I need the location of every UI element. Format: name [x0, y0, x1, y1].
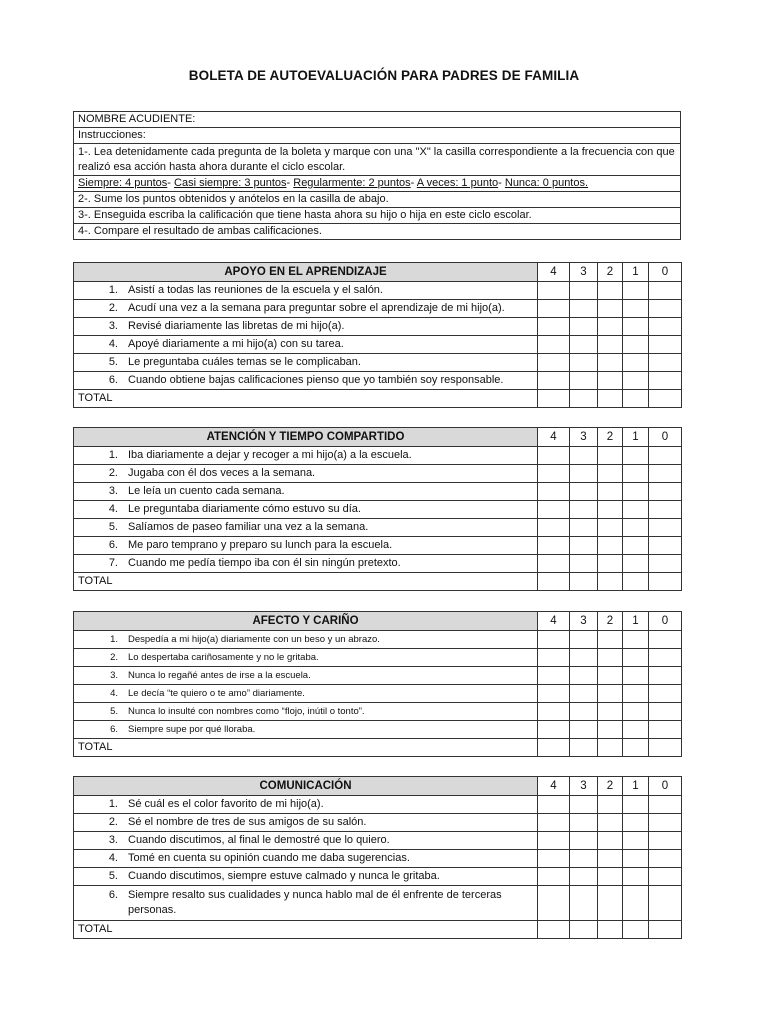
- question-row: [74, 501, 682, 519]
- instructions-label: Instrucciones:: [74, 128, 681, 144]
- score-checkbox-cell[interactable]: [598, 796, 623, 814]
- total-score-cell[interactable]: [598, 739, 623, 757]
- total-score-cell[interactable]: [649, 390, 682, 408]
- question-text: Le preguntaba diariamente cómo estuvo su día.: [128, 503, 361, 515]
- score-checkbox-cell[interactable]: [623, 850, 649, 868]
- total-row: [74, 390, 682, 408]
- question-text: Siempre resalto sus cualidades y nunca hablo mal de él enfrente de terceras personas.: [128, 889, 502, 916]
- question-number: 1.: [108, 449, 118, 461]
- question-number: 6.: [108, 539, 118, 551]
- question-number: 2.: [110, 652, 118, 663]
- score-header: 3: [570, 263, 598, 282]
- question-number: 4.: [108, 852, 118, 864]
- question-cell: [74, 447, 538, 465]
- score-checkbox-cell[interactable]: [598, 721, 623, 739]
- score-checkbox-cell[interactable]: [598, 685, 623, 703]
- question-number: 3.: [108, 320, 118, 332]
- score-checkbox-cell[interactable]: [649, 667, 682, 685]
- total-label: TOTAL: [74, 573, 538, 591]
- question-cell: [74, 850, 538, 868]
- question-number: 6.: [110, 724, 118, 735]
- score-checkbox-cell[interactable]: [570, 336, 598, 354]
- score-header: 0: [649, 777, 682, 796]
- question-text: Nunca lo insulté con nombres como “flojo, inútil o tonto”.: [128, 706, 365, 717]
- question-cell: [74, 483, 538, 501]
- question-number: 5.: [110, 706, 118, 717]
- question-cell: [74, 721, 538, 739]
- total-row: [74, 739, 682, 757]
- question-cell: [74, 354, 538, 372]
- score-checkbox-cell[interactable]: [598, 483, 623, 501]
- total-score-cell[interactable]: [649, 573, 682, 591]
- question-row: [74, 649, 682, 667]
- question-text: Iba diariamente a dejar y recoger a mi hijo(a) a la escuela.: [128, 449, 412, 461]
- question-text: Nunca lo regañé antes de irse a la escuela.: [128, 670, 311, 681]
- question-text: Asistí a todas las reuniones de la escuela y el salón.: [128, 284, 383, 296]
- question-number: 4.: [108, 503, 118, 515]
- score-checkbox-cell[interactable]: [649, 703, 682, 721]
- question-row: [74, 631, 682, 649]
- score-checkbox-cell[interactable]: [538, 465, 570, 483]
- total-score-cell[interactable]: [623, 921, 649, 939]
- score-checkbox-cell[interactable]: [570, 631, 598, 649]
- score-checkbox-cell[interactable]: [649, 282, 682, 300]
- question-row: [74, 447, 682, 465]
- total-score-cell[interactable]: [538, 390, 570, 408]
- question-row: [74, 850, 682, 868]
- total-label: TOTAL: [74, 390, 538, 408]
- score-checkbox-cell[interactable]: [538, 685, 570, 703]
- total-score-cell[interactable]: [570, 573, 598, 591]
- total-score-cell[interactable]: [598, 573, 623, 591]
- score-checkbox-cell[interactable]: [570, 483, 598, 501]
- score-checkbox-cell[interactable]: [598, 372, 623, 390]
- question-text: Jugaba con él dos veces a la semana.: [128, 467, 316, 479]
- score-checkbox-cell[interactable]: [538, 354, 570, 372]
- score-checkbox-cell[interactable]: [598, 354, 623, 372]
- question-text: Me paro temprano y preparo su lunch para la escuela.: [128, 539, 393, 551]
- score-header: 2: [598, 777, 623, 796]
- score-checkbox-cell[interactable]: [623, 667, 649, 685]
- total-score-cell[interactable]: [570, 739, 598, 757]
- score-checkbox-cell[interactable]: [570, 832, 598, 850]
- question-number: 6.: [108, 374, 118, 386]
- score-checkbox-cell[interactable]: [570, 868, 598, 886]
- score-checkbox-cell[interactable]: [649, 685, 682, 703]
- score-checkbox-cell[interactable]: [649, 483, 682, 501]
- question-cell: [74, 667, 538, 685]
- total-score-cell[interactable]: [598, 390, 623, 408]
- score-checkbox-cell[interactable]: [598, 282, 623, 300]
- score-checkbox-cell[interactable]: [623, 796, 649, 814]
- question-text: Apoyé diariamente a mi hijo(a) con su tarea.: [128, 338, 344, 350]
- score-checkbox-cell[interactable]: [623, 703, 649, 721]
- score-checkbox-cell[interactable]: [598, 631, 623, 649]
- question-text: Sé el nombre de tres de sus amigos de su salón.: [128, 816, 367, 828]
- question-cell: [74, 372, 538, 390]
- score-checkbox-cell[interactable]: [570, 300, 598, 318]
- score-checkbox-cell[interactable]: [570, 886, 598, 921]
- question-cell: [74, 703, 538, 721]
- question-text: Sé cuál es el color favorito de mi hijo(a).: [128, 798, 324, 810]
- score-checkbox-cell[interactable]: [598, 300, 623, 318]
- scale-always: Siempre: 4 puntos: [78, 177, 168, 189]
- score-checkbox-cell[interactable]: [538, 282, 570, 300]
- section-table: [73, 611, 682, 757]
- score-checkbox-cell[interactable]: [570, 519, 598, 537]
- score-checkbox-cell[interactable]: [649, 721, 682, 739]
- section-title: COMUNICACIÓN: [74, 777, 538, 796]
- document-title: BOLETA DE AUTOEVALUACIÓN PARA PADRES DE FAMILIA: [188, 68, 580, 83]
- score-checkbox-cell[interactable]: [570, 465, 598, 483]
- score-header: 3: [570, 612, 598, 631]
- score-checkbox-cell[interactable]: [538, 336, 570, 354]
- score-checkbox-cell[interactable]: [649, 501, 682, 519]
- total-row: [74, 921, 682, 939]
- guardian-name-field[interactable]: NOMBRE ACUDIENTE:: [74, 112, 681, 128]
- score-checkbox-cell[interactable]: [538, 814, 570, 832]
- score-checkbox-cell[interactable]: [649, 300, 682, 318]
- score-checkbox-cell[interactable]: [649, 447, 682, 465]
- score-checkbox-cell[interactable]: [570, 703, 598, 721]
- score-checkbox-cell[interactable]: [649, 537, 682, 555]
- question-cell: [74, 318, 538, 336]
- score-checkbox-cell[interactable]: [538, 519, 570, 537]
- question-row: [74, 721, 682, 739]
- score-header: 4: [538, 612, 570, 631]
- score-checkbox-cell[interactable]: [623, 447, 649, 465]
- score-checkbox-cell[interactable]: [538, 501, 570, 519]
- score-checkbox-cell[interactable]: [598, 868, 623, 886]
- question-text: Salíamos de paseo familiar una vez a la semana.: [128, 521, 369, 533]
- question-cell: [74, 519, 538, 537]
- score-checkbox-cell[interactable]: [598, 832, 623, 850]
- scale-sometimes: A veces: 1 punto: [416, 177, 499, 189]
- score-header: 0: [649, 263, 682, 282]
- question-text: Acudí una vez a la semana para preguntar sobre el aprendizaje de mi hijo(a).: [128, 302, 505, 314]
- question-number: 3.: [110, 670, 118, 681]
- score-checkbox-cell[interactable]: [538, 649, 570, 667]
- question-row: [74, 282, 682, 300]
- question-cell: [74, 796, 538, 814]
- score-checkbox-cell[interactable]: [623, 501, 649, 519]
- question-row: [74, 703, 682, 721]
- score-checkbox-cell[interactable]: [538, 886, 570, 921]
- score-checkbox-cell[interactable]: [649, 886, 682, 921]
- section-title: AFECTO Y CARIÑO: [74, 612, 538, 631]
- question-row: [74, 667, 682, 685]
- score-header: 4: [538, 428, 570, 447]
- question-number: 2.: [108, 467, 118, 479]
- score-checkbox-cell[interactable]: [538, 667, 570, 685]
- question-cell: [74, 832, 538, 850]
- score-checkbox-cell[interactable]: [649, 850, 682, 868]
- total-row: [74, 573, 682, 591]
- total-score-cell[interactable]: [570, 921, 598, 939]
- question-text: Revisé diariamente las libretas de mi hijo(a).: [128, 320, 345, 332]
- total-score-cell[interactable]: [623, 390, 649, 408]
- total-score-cell[interactable]: [570, 390, 598, 408]
- score-header: 3: [570, 777, 598, 796]
- scale-almost-always: Casi siempre: 3 puntos: [174, 177, 287, 189]
- question-row: [74, 796, 682, 814]
- question-row: [74, 483, 682, 501]
- score-header: 2: [598, 263, 623, 282]
- score-checkbox-cell[interactable]: [598, 703, 623, 721]
- question-cell: [74, 537, 538, 555]
- score-checkbox-cell[interactable]: [598, 465, 623, 483]
- question-row: [74, 685, 682, 703]
- score-checkbox-cell[interactable]: [538, 703, 570, 721]
- score-header: 3: [570, 428, 598, 447]
- question-row: [74, 300, 682, 318]
- question-cell: [74, 649, 538, 667]
- instruction-step-1: 1-. Lea detenidamente cada pregunta de la boleta y marque con una "X" la casilla correspondiente a la frecuencia con que realizó esa acción hasta ahora durante el ciclo escolar.: [74, 144, 681, 176]
- score-checkbox-cell[interactable]: [538, 868, 570, 886]
- score-checkbox-cell[interactable]: [623, 336, 649, 354]
- section-title: APOYO EN EL APRENDIZAJE: [74, 263, 538, 282]
- score-checkbox-cell[interactable]: [623, 519, 649, 537]
- scale-never: Nunca: 0 puntos.: [504, 177, 589, 189]
- question-number: 5.: [108, 356, 118, 368]
- score-header: 1: [623, 428, 649, 447]
- question-cell: [74, 282, 538, 300]
- question-row: [74, 354, 682, 372]
- score-checkbox-cell[interactable]: [649, 354, 682, 372]
- question-number: 5.: [108, 870, 118, 882]
- question-text: Despedía a mi hijo(a) diariamente con un beso y un abrazo.: [128, 634, 380, 645]
- score-checkbox-cell[interactable]: [598, 850, 623, 868]
- question-number: 4.: [110, 688, 118, 699]
- score-checkbox-cell[interactable]: [623, 483, 649, 501]
- scoring-scale: Siempre: 4 puntos- Casi siempre: 3 puntos- Regularmente: 2 puntos- A veces: 1 punto- Nunca: 0 puntos.: [74, 176, 681, 192]
- score-header: 1: [623, 263, 649, 282]
- score-checkbox-cell[interactable]: [570, 537, 598, 555]
- score-checkbox-cell[interactable]: [598, 555, 623, 573]
- score-checkbox-cell[interactable]: [649, 814, 682, 832]
- score-checkbox-cell[interactable]: [623, 354, 649, 372]
- total-score-cell[interactable]: [649, 739, 682, 757]
- question-row: [74, 336, 682, 354]
- total-label: TOTAL: [74, 921, 538, 939]
- score-checkbox-cell[interactable]: [598, 318, 623, 336]
- score-checkbox-cell[interactable]: [598, 649, 623, 667]
- score-checkbox-cell[interactable]: [598, 336, 623, 354]
- score-checkbox-cell[interactable]: [538, 721, 570, 739]
- score-checkbox-cell[interactable]: [570, 555, 598, 573]
- question-text: Siempre supe por qué lloraba.: [128, 724, 256, 735]
- score-checkbox-cell[interactable]: [623, 372, 649, 390]
- question-text: Cuando discutimos, al final le demostré que lo quiero.: [128, 834, 390, 846]
- question-number: 1.: [110, 634, 118, 645]
- score-checkbox-cell[interactable]: [570, 850, 598, 868]
- question-row: [74, 814, 682, 832]
- score-header: 0: [649, 428, 682, 447]
- score-checkbox-cell[interactable]: [649, 336, 682, 354]
- score-checkbox-cell[interactable]: [570, 649, 598, 667]
- score-checkbox-cell[interactable]: [623, 649, 649, 667]
- score-checkbox-cell[interactable]: [538, 555, 570, 573]
- instruction-step-2: 2-. Sume los puntos obtenidos y anótelos en la casilla de abajo.: [74, 192, 681, 208]
- score-checkbox-cell[interactable]: [538, 372, 570, 390]
- question-number: 4.: [108, 338, 118, 350]
- score-checkbox-cell[interactable]: [649, 796, 682, 814]
- question-cell: [74, 555, 538, 573]
- score-checkbox-cell[interactable]: [649, 465, 682, 483]
- score-checkbox-cell[interactable]: [598, 447, 623, 465]
- score-checkbox-cell[interactable]: [570, 501, 598, 519]
- score-checkbox-cell[interactable]: [623, 465, 649, 483]
- instruction-step-3: 3-. Enseguida escriba la calificación que tiene hasta ahora su hijo o hija en este ciclo escolar.: [74, 208, 681, 224]
- score-checkbox-cell[interactable]: [598, 814, 623, 832]
- score-checkbox-cell[interactable]: [538, 796, 570, 814]
- score-checkbox-cell[interactable]: [623, 300, 649, 318]
- instruction-step-4: 4-. Compare el resultado de ambas calificaciones.: [74, 224, 681, 240]
- total-score-cell[interactable]: [538, 573, 570, 591]
- score-checkbox-cell[interactable]: [538, 631, 570, 649]
- question-row: [74, 465, 682, 483]
- score-checkbox-cell[interactable]: [538, 537, 570, 555]
- score-checkbox-cell[interactable]: [538, 832, 570, 850]
- score-checkbox-cell[interactable]: [598, 537, 623, 555]
- question-number: 1.: [108, 798, 118, 810]
- instructions-table: [73, 111, 681, 240]
- question-text: Lo despertaba cariñosamente y no le gritaba.: [128, 652, 319, 663]
- total-score-cell[interactable]: [623, 573, 649, 591]
- question-cell: [74, 886, 538, 921]
- score-checkbox-cell[interactable]: [649, 372, 682, 390]
- score-header: 4: [538, 777, 570, 796]
- score-checkbox-cell[interactable]: [598, 886, 623, 921]
- question-text: Cuando obtiene bajas calificaciones pienso que yo también soy responsable.: [128, 374, 504, 386]
- question-row: [74, 886, 682, 921]
- total-score-cell[interactable]: [623, 739, 649, 757]
- score-checkbox-cell[interactable]: [538, 300, 570, 318]
- question-text: Cuando discutimos, siempre estuve calmado y nunca le gritaba.: [128, 870, 440, 882]
- question-number: 7.: [108, 557, 118, 569]
- question-text: Cuando me pedía tiempo iba con él sin ningún pretexto.: [128, 557, 401, 569]
- question-cell: [74, 868, 538, 886]
- score-header: 1: [623, 612, 649, 631]
- score-checkbox-cell[interactable]: [570, 721, 598, 739]
- score-checkbox-cell[interactable]: [623, 537, 649, 555]
- question-cell: [74, 300, 538, 318]
- score-checkbox-cell[interactable]: [538, 483, 570, 501]
- question-cell: [74, 465, 538, 483]
- score-checkbox-cell[interactable]: [570, 796, 598, 814]
- question-text: Tomé en cuenta su opinión cuando me daba sugerencias.: [128, 852, 410, 864]
- score-checkbox-cell[interactable]: [570, 685, 598, 703]
- score-checkbox-cell[interactable]: [598, 519, 623, 537]
- score-checkbox-cell[interactable]: [538, 447, 570, 465]
- score-checkbox-cell[interactable]: [538, 318, 570, 336]
- score-checkbox-cell[interactable]: [623, 282, 649, 300]
- section-table: [73, 427, 682, 591]
- score-checkbox-cell[interactable]: [570, 447, 598, 465]
- score-checkbox-cell[interactable]: [598, 667, 623, 685]
- question-number: 1.: [108, 284, 118, 296]
- score-checkbox-cell[interactable]: [623, 832, 649, 850]
- score-checkbox-cell[interactable]: [649, 519, 682, 537]
- question-cell: [74, 501, 538, 519]
- question-number: 2.: [108, 816, 118, 828]
- score-checkbox-cell[interactable]: [623, 318, 649, 336]
- score-checkbox-cell[interactable]: [570, 282, 598, 300]
- score-checkbox-cell[interactable]: [649, 318, 682, 336]
- question-number: 2.: [108, 302, 118, 314]
- score-checkbox-cell[interactable]: [649, 555, 682, 573]
- question-row: [74, 519, 682, 537]
- section-table: [73, 776, 682, 939]
- scale-regularly: Regularmente: 2 puntos: [293, 177, 411, 189]
- question-row: [74, 537, 682, 555]
- question-cell: [74, 685, 538, 703]
- question-row: [74, 868, 682, 886]
- total-label: TOTAL: [74, 739, 538, 757]
- question-row: [74, 555, 682, 573]
- section-table: [73, 262, 682, 408]
- score-checkbox-cell[interactable]: [623, 886, 649, 921]
- score-header: 4: [538, 263, 570, 282]
- question-number: 3.: [108, 485, 118, 497]
- question-number: 6.: [108, 889, 118, 901]
- score-checkbox-cell[interactable]: [538, 850, 570, 868]
- score-checkbox-cell[interactable]: [570, 667, 598, 685]
- score-checkbox-cell[interactable]: [649, 649, 682, 667]
- score-checkbox-cell[interactable]: [623, 814, 649, 832]
- score-header: 0: [649, 612, 682, 631]
- score-header: 2: [598, 428, 623, 447]
- score-checkbox-cell[interactable]: [570, 372, 598, 390]
- score-header: 2: [598, 612, 623, 631]
- score-checkbox-cell[interactable]: [623, 868, 649, 886]
- score-checkbox-cell[interactable]: [623, 721, 649, 739]
- score-checkbox-cell[interactable]: [598, 501, 623, 519]
- total-score-cell[interactable]: [598, 921, 623, 939]
- question-text: Le leía un cuento cada semana.: [128, 485, 285, 497]
- total-score-cell[interactable]: [649, 921, 682, 939]
- score-checkbox-cell[interactable]: [570, 354, 598, 372]
- question-number: 5.: [108, 521, 118, 533]
- question-row: [74, 318, 682, 336]
- total-score-cell[interactable]: [538, 921, 570, 939]
- score-checkbox-cell[interactable]: [570, 814, 598, 832]
- score-checkbox-cell[interactable]: [623, 631, 649, 649]
- score-checkbox-cell[interactable]: [649, 832, 682, 850]
- question-text: Le decía “te quiero o te amo” diariamente.: [128, 688, 305, 699]
- question-number: 3.: [108, 834, 118, 846]
- question-row: [74, 832, 682, 850]
- score-checkbox-cell[interactable]: [623, 685, 649, 703]
- score-checkbox-cell[interactable]: [649, 631, 682, 649]
- question-row: [74, 372, 682, 390]
- score-checkbox-cell[interactable]: [623, 555, 649, 573]
- score-checkbox-cell[interactable]: [649, 868, 682, 886]
- question-cell: [74, 814, 538, 832]
- score-header: 1: [623, 777, 649, 796]
- question-cell: [74, 631, 538, 649]
- section-title: ATENCIÓN Y TIEMPO COMPARTIDO: [74, 428, 538, 447]
- score-checkbox-cell[interactable]: [570, 318, 598, 336]
- question-cell: [74, 336, 538, 354]
- question-text: Le preguntaba cuáles temas se le complicaban.: [128, 356, 361, 368]
- total-score-cell[interactable]: [538, 739, 570, 757]
